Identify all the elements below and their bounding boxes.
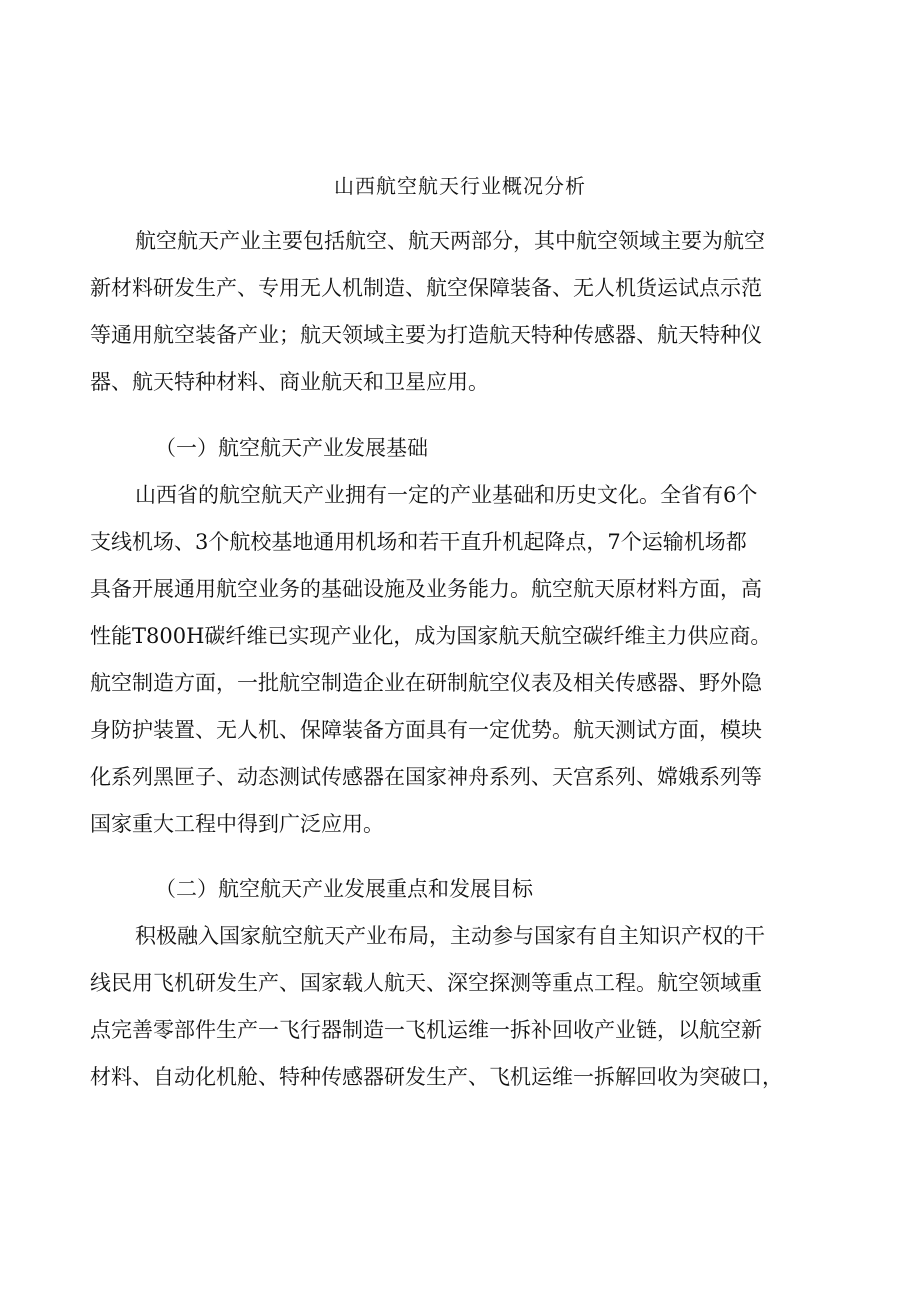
paragraph-line: 新材料研发生产、专用无人机制造、航空保障装备、无人机货运试点示范 (90, 276, 762, 300)
paragraph-line: 航空航天产业主要包括航空、航天两部分，其中航空领域主要为航空 (135, 229, 765, 253)
section-heading-1: （一）航空航天产业发展基础 (155, 436, 428, 460)
paragraph-line: 线民用飞机研发生产、国家载人航天、深空探测等重点工程。航空领域重 (90, 971, 762, 995)
section-heading-2: （二）航空航天产业发展重点和发展目标 (155, 877, 533, 901)
paragraph-line: 点完善零部件生产一飞行器制造一飞机运维一拆补回收产业链，以航空新 (90, 1018, 762, 1042)
document-title: 山西航空航天行业概况分析 (334, 174, 586, 198)
paragraph-line: 性能T800H碳纤维已实现产业化，成为国家航天航空碳纤维主力供应商。 (90, 624, 772, 648)
paragraph-line: 航空制造方面，一批航空制造企业在研制航空仪表及相关传感器、野外隐 (90, 671, 762, 695)
paragraph-line: 等通用航空装备产业；航天领域主要为打造航天特种传感器、航天特种仪 (90, 323, 762, 347)
paragraph-line: 器、航天特种材料、商业航天和卫星应用。 (90, 370, 489, 394)
paragraph-line: 支线机场、3个航校基地通用机场和若干直升机起降点，7个运输机场都 (90, 530, 747, 554)
paragraph-line: 积极融入国家航空航天产业布局，主动参与国家有自主知识产权的干 (135, 924, 765, 948)
paragraph-line: 具备开展通用航空业务的基础设施及业务能力。航空航天原材料方面，高 (90, 577, 762, 601)
paragraph-line: 材料、自动化机舱、特种传感器研发生产、飞机运维一拆解回收为突破口， (90, 1065, 783, 1089)
paragraph-line: 化系列黑匣子、动态测试传感器在国家神舟系列、天宫系列、嫦娥系列等 (90, 765, 762, 789)
paragraph-line: 身防护装置、无人机、保障装备方面具有一定优势。航天测试方面，模块 (90, 718, 762, 742)
paragraph-line: 山西省的航空航天产业拥有一定的产业基础和历史文化。全省有6个 (135, 483, 758, 507)
paragraph-line: 国家重大工程中得到广泛应用。 (90, 812, 384, 836)
